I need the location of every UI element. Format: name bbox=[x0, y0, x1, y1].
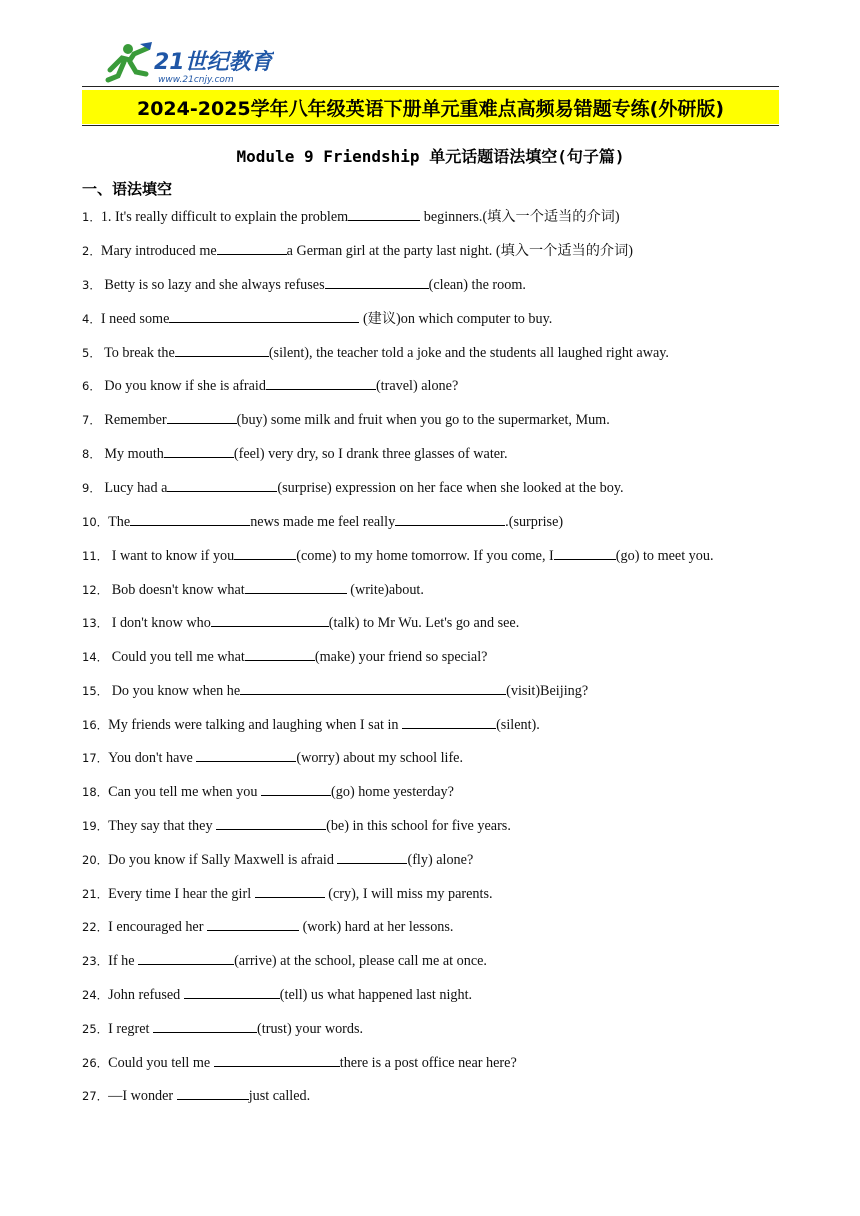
question-number: 6． bbox=[82, 379, 101, 393]
answer-blank[interactable] bbox=[207, 917, 299, 931]
question-number: 23． bbox=[82, 954, 109, 968]
answer-blank[interactable] bbox=[216, 816, 326, 830]
question-item: 2．Mary introduced me a German girl at the party last night. (填入一个适当的介词) bbox=[82, 243, 633, 259]
header-rule-bottom bbox=[82, 125, 779, 126]
question-number: 2． bbox=[82, 244, 101, 258]
question-item: 10．The news made me feel really .(surprise) bbox=[82, 514, 564, 530]
answer-blank[interactable] bbox=[245, 647, 315, 661]
answer-blank[interactable] bbox=[214, 1053, 340, 1067]
question-number: 4． bbox=[82, 312, 101, 326]
answer-blank[interactable] bbox=[217, 241, 287, 255]
answer-blank[interactable] bbox=[245, 580, 347, 594]
question-number: 11． bbox=[82, 549, 109, 563]
question-item: 25．I regret (trust) your words. bbox=[82, 1021, 364, 1037]
answer-blank[interactable] bbox=[337, 850, 407, 864]
logo-text: 21世纪教育 bbox=[154, 50, 273, 75]
answer-blank[interactable] bbox=[402, 715, 496, 729]
question-item: 3． Betty is so lazy and she always refuses (clean) the room. bbox=[82, 277, 526, 293]
answer-blank[interactable] bbox=[261, 782, 331, 796]
page-subtitle: Module 9 Friendship 单元话题语法填空(句子篇) bbox=[236, 147, 625, 166]
question-number: 25． bbox=[82, 1022, 109, 1036]
answer-blank[interactable] bbox=[196, 748, 296, 762]
question-item: 4．I need some (建议)on which computer to buy. bbox=[82, 311, 553, 327]
header-rule-top bbox=[82, 86, 779, 87]
question-number: 16． bbox=[82, 718, 109, 732]
question-number: 17． bbox=[82, 751, 109, 765]
question-number: 9． bbox=[82, 481, 101, 495]
question-number: 20． bbox=[82, 853, 109, 867]
question-item: 22．I encouraged her (work) hard at her lessons. bbox=[82, 919, 454, 935]
answer-blank[interactable] bbox=[255, 884, 325, 898]
question-item: 9． Lucy had a (surprise) expression on her face when she looked at the boy. bbox=[82, 480, 624, 496]
question-number: 8． bbox=[82, 447, 101, 461]
answer-blank[interactable] bbox=[554, 546, 616, 560]
question-number: 24． bbox=[82, 988, 109, 1002]
answer-blank[interactable] bbox=[395, 512, 505, 526]
question-number: 18． bbox=[82, 785, 109, 799]
question-item: 11． I want to know if you (come) to my home tomorrow. If you come, I (go) to meet you. bbox=[82, 548, 714, 564]
answer-blank[interactable] bbox=[167, 410, 237, 424]
question-item: 18．Can you tell me when you (go) home yesterday? bbox=[82, 784, 454, 800]
21cnjy-logo bbox=[104, 40, 274, 86]
answer-blank[interactable] bbox=[169, 309, 359, 323]
question-number: 1． bbox=[82, 210, 101, 224]
question-item: 21．Every time I hear the girl (cry), I will miss my parents. bbox=[82, 886, 493, 902]
question-number: 21． bbox=[82, 887, 109, 901]
answer-blank[interactable] bbox=[175, 343, 269, 357]
answer-blank[interactable] bbox=[164, 444, 234, 458]
banner-title: 2024-2025学年八年级英语下册单元重难点高频易错题专练(外研版) bbox=[82, 90, 779, 124]
question-number: 15． bbox=[82, 684, 109, 698]
question-item: 12． Bob doesn't know what (write)about. bbox=[82, 582, 424, 598]
question-number: 10． bbox=[82, 515, 109, 529]
answer-blank[interactable] bbox=[138, 951, 234, 965]
question-item: 5． To break the (silent), the teacher told a joke and the students all laughed right away. bbox=[82, 345, 669, 361]
answer-blank[interactable] bbox=[348, 207, 420, 221]
question-item: 17．You don't have (worry) about my school life. bbox=[82, 750, 464, 766]
question-item: 19．They say that they (be) in this school for five years. bbox=[82, 818, 511, 834]
question-item: 20．Do you know if Sally Maxwell is afraid (fly) alone? bbox=[82, 852, 474, 868]
running-figure-icon bbox=[108, 42, 152, 80]
question-item: 16．My friends were talking and laughing when I sat in (silent). bbox=[82, 717, 540, 733]
answer-blank[interactable] bbox=[153, 1019, 257, 1033]
question-item: 27．—I wonder just called. bbox=[82, 1088, 311, 1104]
question-number: 5． bbox=[82, 346, 101, 360]
question-number: 19． bbox=[82, 819, 109, 833]
question-number: 7． bbox=[82, 413, 101, 427]
answer-blank[interactable] bbox=[130, 512, 250, 526]
question-item: 1．1. It's really difficult to explain the problem beginners.(填入一个适当的介词) bbox=[82, 209, 620, 225]
question-item: 6． Do you know if she is afraid (travel) alone? bbox=[82, 378, 459, 394]
section-title: 一、语法填空 bbox=[82, 180, 173, 198]
question-number: 22． bbox=[82, 920, 109, 934]
answer-blank[interactable] bbox=[211, 613, 329, 627]
answer-blank[interactable] bbox=[177, 1086, 249, 1100]
question-item: 13． I don't know who (talk) to Mr Wu. Let's go and see. bbox=[82, 615, 520, 631]
question-item: 14． Could you tell me what (make) your friend so special? bbox=[82, 649, 488, 665]
question-number: 3． bbox=[82, 278, 101, 292]
question-number: 13． bbox=[82, 616, 109, 630]
question-item: 26．Could you tell me there is a post office near here? bbox=[82, 1055, 517, 1071]
question-item: 15． Do you know when he (visit)Beijing? bbox=[82, 683, 589, 699]
answer-blank[interactable] bbox=[184, 985, 280, 999]
answer-blank[interactable] bbox=[234, 546, 296, 560]
answer-blank[interactable] bbox=[266, 376, 376, 390]
answer-blank[interactable] bbox=[325, 275, 429, 289]
answer-blank[interactable] bbox=[167, 478, 277, 492]
question-number: 26． bbox=[82, 1056, 109, 1070]
question-item: 8． My mouth (feel) very dry, so I drank three glasses of water. bbox=[82, 446, 508, 462]
question-item: 23．If he (arrive) at the school, please call me at once. bbox=[82, 953, 487, 969]
question-item: 24．John refused (tell) us what happened last night. bbox=[82, 987, 473, 1003]
logo-url: www.21cnjy.com bbox=[158, 75, 234, 85]
answer-blank[interactable] bbox=[240, 681, 506, 695]
question-item: 7． Remember (buy) some milk and fruit when you go to the supermarket, Mum. bbox=[82, 412, 610, 428]
question-number: 14． bbox=[82, 650, 109, 664]
question-number: 27． bbox=[82, 1089, 109, 1103]
question-number: 12． bbox=[82, 583, 109, 597]
